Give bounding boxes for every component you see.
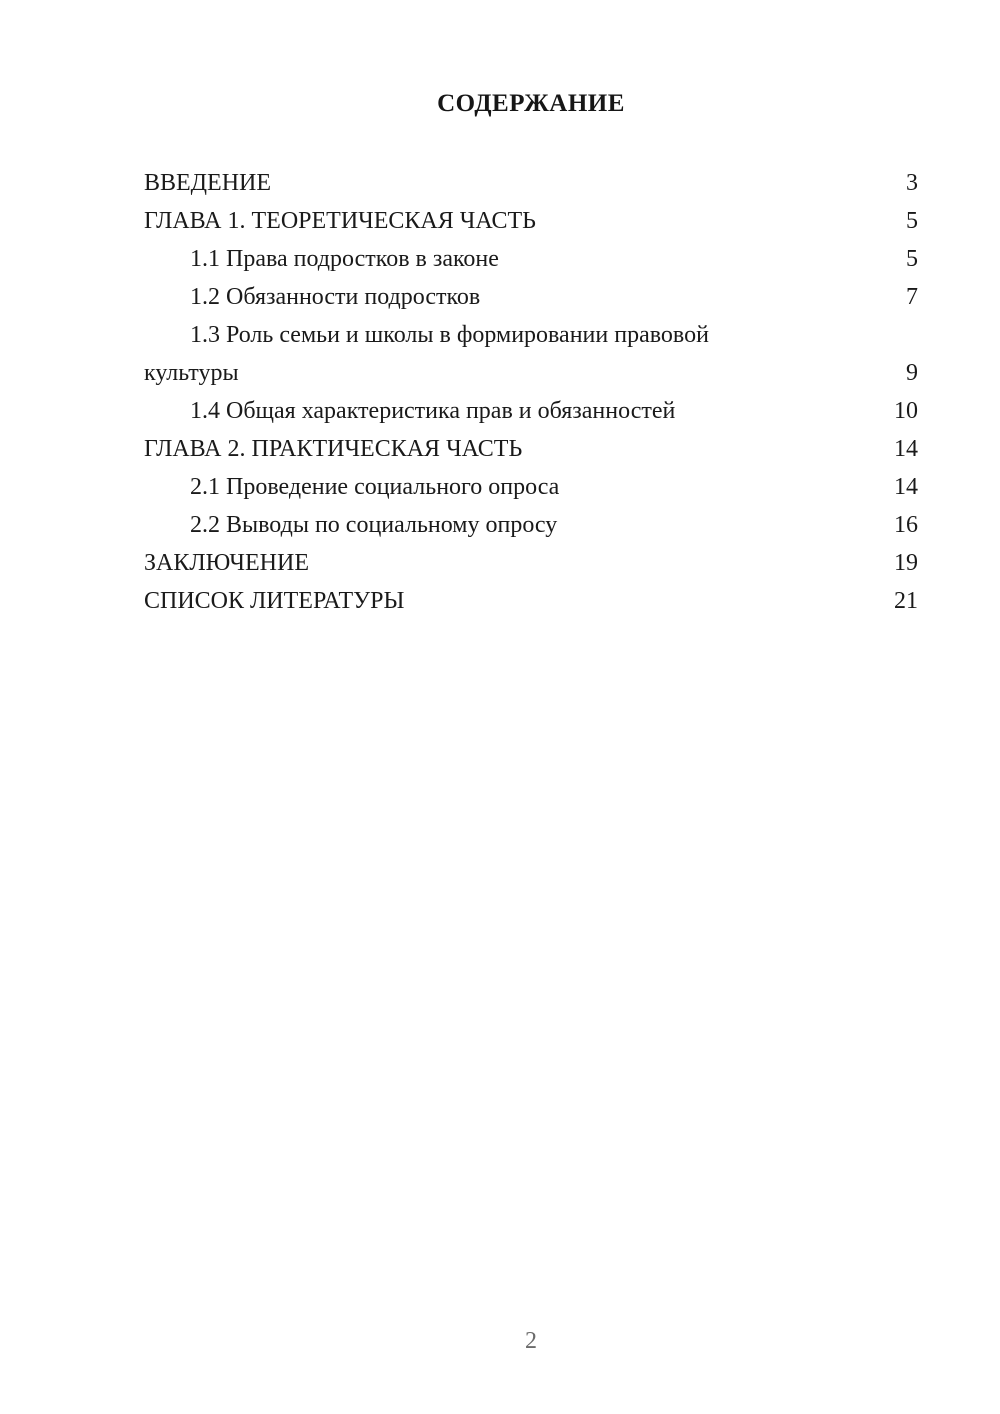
toc-entry-label: ГЛАВА 2. ПРАКТИЧЕСКАЯ ЧАСТЬ <box>144 436 523 462</box>
toc-row <box>144 202 918 240</box>
toc-entry-label: 1.1 Права подростков в законе <box>190 246 499 272</box>
toc-entry-page: 3 <box>906 170 918 196</box>
toc-entry-page: 14 <box>894 436 918 462</box>
toc-entry-label: СПИСОК ЛИТЕРАТУРЫ <box>144 588 405 614</box>
toc-entry-page: 10 <box>894 398 918 424</box>
toc-entry-label: 2.2 Выводы по социальному опросу <box>190 512 558 538</box>
toc-entry-label: ГЛАВА 1. ТЕОРЕТИЧЕСКАЯ ЧАСТЬ <box>144 208 536 234</box>
toc-row <box>144 468 918 506</box>
toc-entry-label: ЗАКЛЮЧЕНИЕ <box>144 550 309 576</box>
toc-row <box>144 240 918 278</box>
toc-entry-page: 9 <box>906 360 918 386</box>
toc-row <box>144 582 918 620</box>
page-title: СОДЕРЖАНИЕ <box>437 90 625 117</box>
toc-entry-page: 7 <box>906 284 918 310</box>
toc-entry-label: 1.4 Общая характеристика прав и обязанностей <box>190 398 676 424</box>
toc-row <box>144 544 918 582</box>
toc-row <box>144 164 918 202</box>
toc-row <box>144 316 918 392</box>
toc-entry-label: 1.3 Роль семьи и школы в формировании правовой культуры <box>144 322 709 386</box>
toc-entry-page: 21 <box>894 588 918 614</box>
toc-entry-page: 5 <box>906 246 918 272</box>
toc-entry-page: 16 <box>894 512 918 538</box>
toc-entry-label: ВВЕДЕНИЕ <box>144 170 272 196</box>
toc-row <box>144 430 918 468</box>
toc-entry-label: 1.2 Обязанности подростков <box>190 284 481 310</box>
toc-entry-page: 14 <box>894 474 918 500</box>
footer-page-number: 2 <box>525 1328 537 1354</box>
toc-row <box>144 278 918 316</box>
toc-row <box>144 506 918 544</box>
toc-row <box>144 392 918 430</box>
text-block <box>0 0 1000 620</box>
toc-entry-label: 2.1 Проведение социального опроса <box>190 474 560 500</box>
toc-entry-page: 19 <box>894 550 918 576</box>
table-of-contents <box>144 164 918 620</box>
toc-entry-page: 5 <box>906 208 918 234</box>
